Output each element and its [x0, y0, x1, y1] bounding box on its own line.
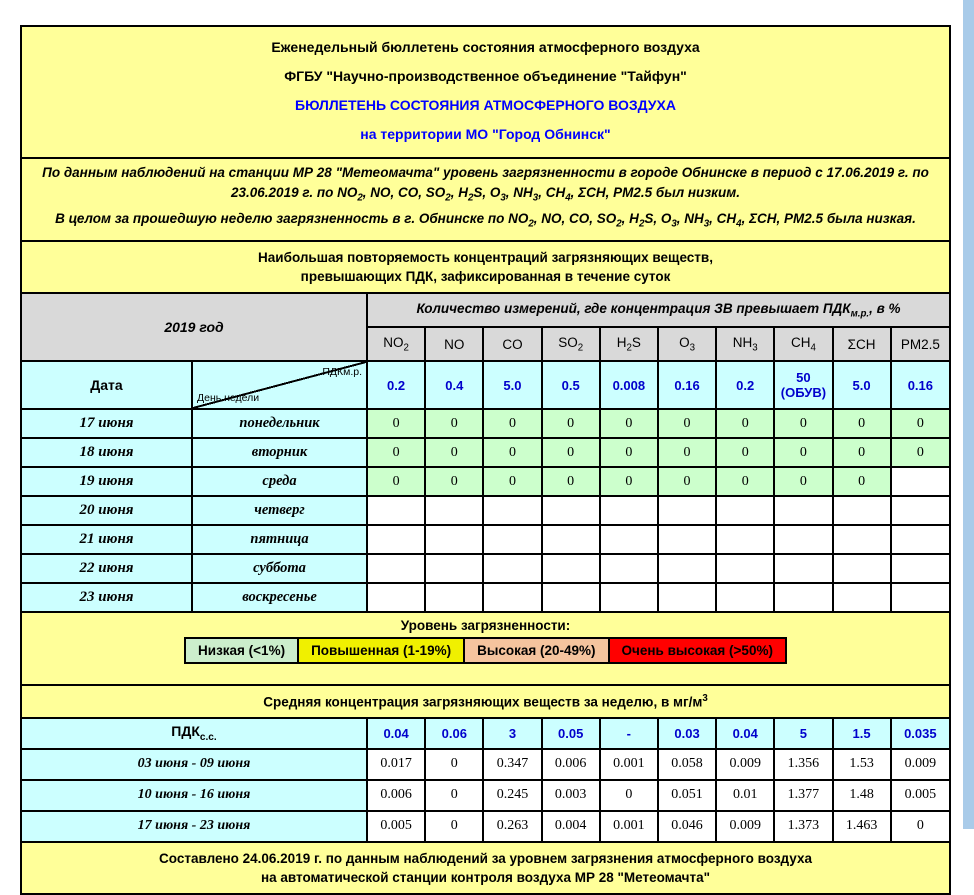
exceedance-value-cell: [425, 525, 483, 554]
exceedance-value-cell: [891, 525, 949, 554]
avg-value-cell: 1.373: [774, 811, 832, 841]
exceedance-value-cell: 0: [658, 409, 716, 438]
exceedance-value-cell: [774, 554, 832, 583]
exceedance-value-cell: [833, 525, 891, 554]
exceedance-value-cell: 0: [425, 438, 483, 467]
avg-value-cell: 0: [425, 780, 483, 811]
exceedance-value-cell: [774, 525, 832, 554]
exceedance-value-cell: 0: [367, 467, 425, 496]
pdk-mr-value-cell: 0.5: [542, 361, 600, 409]
avg-value-cell: 0.001: [600, 749, 658, 780]
weekday-cell: понедельник: [192, 409, 367, 438]
exceedance-value-cell: [542, 496, 600, 525]
date-cell: 22 июня: [22, 554, 192, 583]
pdk-ss-label-cell: $ПДК_{с.с.}$: [22, 719, 367, 749]
exceedance-value-cell: 0: [658, 438, 716, 467]
date-cell: 18 июня: [22, 438, 192, 467]
avg-concentration-title: Средняя концентрация загрязняющих веществ за неделю, в $мг/м^3$: [22, 686, 949, 719]
subtitle-block: [22, 242, 949, 294]
exceedance-value-cell: [774, 496, 832, 525]
diagonal-top-label: ПДКм.р.: [322, 366, 362, 379]
pdk-mr-value-cell: 0.2: [716, 361, 774, 409]
pdk-mr-value-cell: 0.008: [600, 361, 658, 409]
pdk-mr-value-cell: 0.2: [367, 361, 425, 409]
avg-value-cell: 0.347: [483, 749, 541, 780]
avg-value-cell: 1.53: [833, 749, 891, 780]
pdk-mr-value-cell: 5.0: [483, 361, 541, 409]
bulletin-document: [20, 25, 951, 895]
avg-value-cell: 0: [600, 780, 658, 811]
pollutant-header-cell: $H_2S$: [600, 327, 658, 361]
exceedance-value-cell: [600, 496, 658, 525]
measurements-header-cell: Количество измерений, где концентрация ЗВ превышает $ПДК_{м.р.}$, в %: [367, 294, 949, 327]
exceedance-value-cell: [658, 583, 716, 611]
exceedance-value-cell: [833, 583, 891, 611]
exceedance-value-cell: 0: [833, 409, 891, 438]
title-line-2: ФГБУ "Научно-производственное объединение "Тайфун": [284, 68, 687, 84]
avg-value-cell: 1.356: [774, 749, 832, 780]
exceedance-value-cell: [833, 496, 891, 525]
footer-line-1: Составлено 24.06.2019 г. по данным наблюдений за уровнем загрязнения атмосферного воздуха: [159, 850, 812, 866]
exceedance-value-cell: [483, 583, 541, 611]
exceedance-value-cell: 0: [833, 438, 891, 467]
pdk-mr-value-cell: 50 (ОБУВ): [774, 361, 832, 409]
avg-value-cell: 0.004: [542, 811, 600, 841]
exceedance-value-cell: [774, 583, 832, 611]
date-cell: 21 июня: [22, 525, 192, 554]
table-row: [22, 496, 949, 525]
exceedance-value-cell: [483, 496, 541, 525]
exceedance-value-cell: [483, 554, 541, 583]
date-cell: 23 июня: [22, 583, 192, 611]
exceedance-value-cell: 0: [716, 438, 774, 467]
table-row: [22, 554, 949, 583]
pollutant-header-cell: $NH_3$: [716, 327, 774, 361]
avg-value-cell: 0.01: [716, 780, 774, 811]
exceedance-value-cell: [833, 554, 891, 583]
avg-value-cell: 1.377: [774, 780, 832, 811]
weekday-cell: пятница: [192, 525, 367, 554]
exceedance-value-cell: [716, 583, 774, 611]
avg-concentration-table-section: [22, 719, 949, 843]
exceedance-value-cell: 0: [483, 409, 541, 438]
pdk-ss-value-cell: 3: [483, 719, 541, 749]
upper-table-body: [22, 294, 949, 611]
exceedance-value-cell: [716, 554, 774, 583]
exceedance-value-cell: [658, 554, 716, 583]
exceedance-value-cell: [425, 496, 483, 525]
period-cell: 03 июня - 09 июня: [22, 749, 367, 780]
date-cell: 17 июня: [22, 409, 192, 438]
pdk-ss-value-cell: 0.06: [425, 719, 483, 749]
table-row: [22, 409, 949, 438]
legend-item: Низкая (<1%): [184, 637, 299, 664]
summary-block: [22, 159, 949, 242]
exceedance-value-cell: [600, 554, 658, 583]
avg-value-cell: 0.001: [600, 811, 658, 841]
pdk-mr-value-cell: 0.4: [425, 361, 483, 409]
exceedance-value-cell: [425, 583, 483, 611]
pdk-ss-value-cell: 5: [774, 719, 832, 749]
exceedance-value-cell: [367, 496, 425, 525]
avg-value-cell: 0.058: [658, 749, 716, 780]
avg-value-cell: 0.245: [483, 780, 541, 811]
exceedance-value-cell: 0: [367, 438, 425, 467]
table-row: [22, 811, 949, 841]
legend-title: Уровень загрязненности:: [400, 618, 571, 634]
pollutant-header-cell: CO: [483, 327, 541, 361]
table-header-row-1: [22, 294, 949, 327]
pdk-ss-value-cell: 1.5: [833, 719, 891, 749]
exceedance-table-section: [22, 294, 949, 613]
avg-value-cell: 0: [891, 811, 949, 841]
exceedance-value-cell: 0: [483, 467, 541, 496]
pdk-ss-value-cell: 0.035: [891, 719, 949, 749]
pdk-mr-value-cell: 5.0: [833, 361, 891, 409]
weekday-cell: четверг: [192, 496, 367, 525]
legend-item: Высокая (20-49%): [463, 637, 609, 664]
exceedance-table: [22, 294, 949, 611]
table-row: [22, 780, 949, 811]
avg-value-cell: 0.003: [542, 780, 600, 811]
table-row: [22, 525, 949, 554]
exceedance-value-cell: 0: [774, 438, 832, 467]
table-row: [22, 583, 949, 611]
pollutant-header-cell: NO: [425, 327, 483, 361]
date-cell: 20 июня: [22, 496, 192, 525]
exceedance-value-cell: [425, 554, 483, 583]
table-row: [22, 749, 949, 780]
exceedance-value-cell: [891, 583, 949, 611]
date-header-cell: Дата: [22, 361, 192, 409]
exceedance-value-cell: [716, 525, 774, 554]
avg-value-cell: 0: [425, 749, 483, 780]
exceedance-value-cell: 0: [600, 467, 658, 496]
pollution-level-legend: [22, 613, 949, 686]
avg-value-cell: 0.009: [716, 811, 774, 841]
avg-concentration-table: [22, 719, 949, 841]
legend-item: Повышенная (1-19%): [297, 637, 465, 664]
pdk-ss-value-cell: 0.03: [658, 719, 716, 749]
browser-scrollbar[interactable]: [963, 0, 974, 829]
title-line-3: БЮЛЛЕТЕНЬ СОСТОЯНИЯ АТМОСФЕРНОГО ВОЗДУХА: [295, 97, 676, 113]
exceedance-value-cell: [716, 496, 774, 525]
exceedance-value-cell: 0: [658, 467, 716, 496]
footer-block: [22, 843, 949, 893]
exceedance-value-cell: [542, 583, 600, 611]
exceedance-value-cell: 0: [891, 409, 949, 438]
pdk-ss-value-cell: 0.04: [716, 719, 774, 749]
pollutant-header-cell: PM2.5: [891, 327, 949, 361]
exceedance-value-cell: [658, 525, 716, 554]
title-line-4: на территории МО "Город Обнинск": [360, 126, 611, 142]
legend-row: [30, 637, 941, 664]
avg-value-cell: 0.046: [658, 811, 716, 841]
weekday-cell: вторник: [192, 438, 367, 467]
exceedance-value-cell: [542, 554, 600, 583]
exceedance-value-cell: 0: [425, 409, 483, 438]
pdk-mr-row: [22, 361, 949, 409]
table-row: [22, 438, 949, 467]
exceedance-value-cell: 0: [716, 409, 774, 438]
subtitle-line-2: превышающих ПДК, зафиксированная в течение суток: [300, 269, 671, 285]
pdk-ss-value-cell: -: [600, 719, 658, 749]
pdk-ss-row: [22, 719, 949, 749]
period-cell: 10 июня - 16 июня: [22, 780, 367, 811]
weekday-cell: воскресенье: [192, 583, 367, 611]
avg-value-cell: 0.051: [658, 780, 716, 811]
period-cell: 17 июня - 23 июня: [22, 811, 367, 841]
table-row: [22, 467, 949, 496]
exceedance-value-cell: [367, 525, 425, 554]
avg-value-cell: 1.463: [833, 811, 891, 841]
pollutant-header-cell: $NO_2$: [367, 327, 425, 361]
legend-item: Очень высокая (>50%): [608, 637, 787, 664]
avg-value-cell: 0.006: [542, 749, 600, 780]
exceedance-value-cell: [658, 496, 716, 525]
avg-value-cell: 0.017: [367, 749, 425, 780]
pollutant-header-cell: $O_3$: [658, 327, 716, 361]
exceedance-value-cell: [600, 525, 658, 554]
diagonal-bottom-label: День недели: [197, 392, 260, 405]
diagonal-header-cell: [192, 361, 367, 409]
pollutant-header-cell: $CH_4$: [774, 327, 832, 361]
weekday-cell: среда: [192, 467, 367, 496]
exceedance-value-cell: [367, 583, 425, 611]
exceedance-value-cell: 0: [774, 467, 832, 496]
pollutant-header-cell: ΣCH: [833, 327, 891, 361]
avg-value-cell: 0.009: [891, 749, 949, 780]
subtitle-line-1: Наибольшая повторяемость концентраций загрязняющих веществ,: [258, 250, 713, 266]
exceedance-value-cell: 0: [542, 438, 600, 467]
exceedance-value-cell: [542, 525, 600, 554]
summary-line-1: По данным наблюдений на станции МР 28 "Метеомачта" уровень загрязненности в городе Обнинске в период с 17.06.2019 г. по 23.06.2019 г. по $NO_2$, NO, CO, $SO_2$, $H_2S$, $O_3$, $NH_3$, $CH_4$, ΣCH, PM2.5 был низким.: [42, 165, 929, 204]
exceedance-value-cell: [891, 496, 949, 525]
exceedance-value-cell: [891, 554, 949, 583]
date-cell: 19 июня: [22, 467, 192, 496]
exceedance-value-cell: 0: [425, 467, 483, 496]
exceedance-value-cell: 0: [542, 409, 600, 438]
exceedance-value-cell: 0: [542, 467, 600, 496]
exceedance-value-cell: 0: [833, 467, 891, 496]
weekday-cell: суббота: [192, 554, 367, 583]
avg-value-cell: 1.48: [833, 780, 891, 811]
year-header-cell: 2019 год: [22, 294, 367, 361]
exceedance-value-cell: [483, 525, 541, 554]
lower-table-body: [22, 719, 949, 841]
summary-line-2: В целом за прошедшую неделю загрязненность в г. Обнинске по $NO_2$, NO, CO, $SO_2$, $H_2S$, $O_3$, $NH_3$, $CH_4$, ΣCH, PM2.5 была низкая.: [55, 210, 916, 230]
exceedance-value-cell: 0: [600, 438, 658, 467]
pdk-ss-value-cell: 0.05: [542, 719, 600, 749]
exceedance-value-cell: 0: [483, 438, 541, 467]
exceedance-value-cell: 0: [774, 409, 832, 438]
exceedance-value-cell: [891, 467, 949, 496]
pdk-ss-value-cell: 0.04: [367, 719, 425, 749]
pdk-mr-value-cell: 0.16: [891, 361, 949, 409]
pdk-mr-value-cell: 0.16: [658, 361, 716, 409]
footer-line-2: на автоматической станции контроля воздуха МР 28 "Метеомачта": [260, 869, 711, 885]
avg-value-cell: 0.009: [716, 749, 774, 780]
exceedance-value-cell: 0: [891, 438, 949, 467]
avg-value-cell: 0: [425, 811, 483, 841]
exceedance-value-cell: [600, 583, 658, 611]
title-line-1: Еженедельный бюллетень состояния атмосферного воздуха: [271, 39, 700, 55]
avg-value-cell: 0.005: [367, 811, 425, 841]
exceedance-value-cell: 0: [716, 467, 774, 496]
avg-value-cell: 0.006: [367, 780, 425, 811]
pollutant-header-cell: $SO_2$: [542, 327, 600, 361]
exceedance-value-cell: [367, 554, 425, 583]
avg-value-cell: 0.263: [483, 811, 541, 841]
avg-value-cell: 0.005: [891, 780, 949, 811]
exceedance-value-cell: 0: [600, 409, 658, 438]
title-block: [22, 27, 949, 159]
exceedance-value-cell: 0: [367, 409, 425, 438]
